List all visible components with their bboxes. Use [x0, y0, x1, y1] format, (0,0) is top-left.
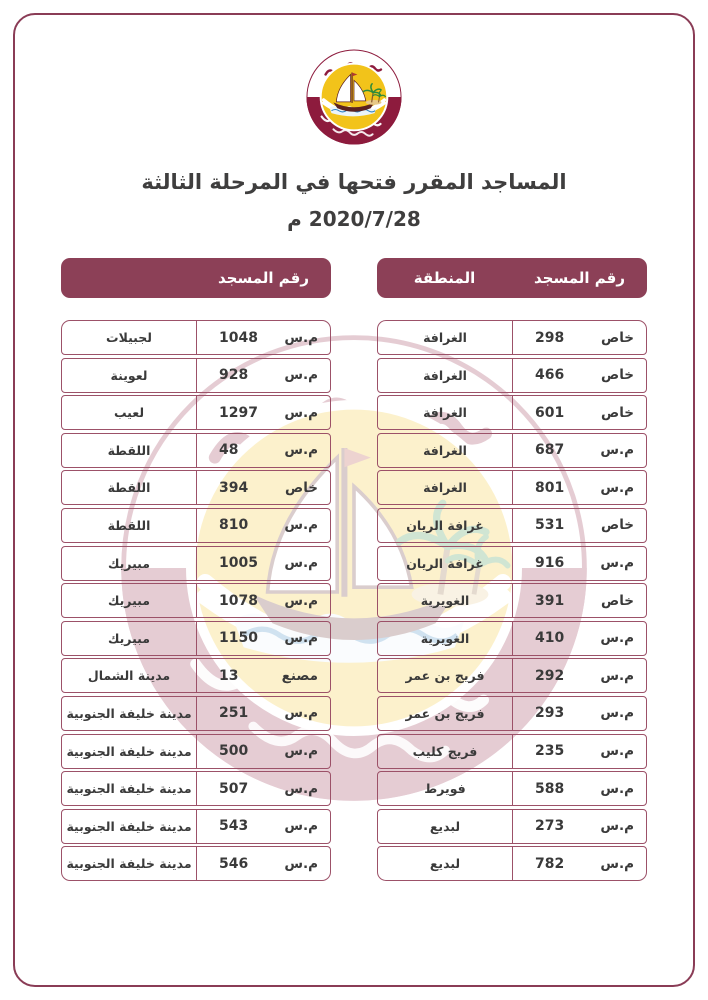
number-type-cell	[196, 547, 330, 580]
mosque-number: 251	[219, 705, 249, 722]
mosque-number: 1005	[219, 555, 258, 572]
number-type-cell	[512, 434, 646, 467]
number-type-cell	[196, 847, 330, 880]
mosque-number: 588	[535, 780, 565, 797]
table-row	[377, 734, 647, 769]
mosque-type-label: مصنع	[281, 667, 318, 684]
tables-wrap	[61, 258, 647, 881]
mosque-type-label: م.س	[284, 442, 318, 459]
area-name: مدينة خليفة الجنوبية	[66, 781, 192, 797]
number-type-cell	[512, 772, 646, 805]
area-cell	[62, 359, 196, 392]
area-cell	[378, 434, 512, 467]
number-type-cell	[512, 359, 646, 392]
table-row	[377, 658, 647, 693]
mosque-type-label: م.س	[284, 780, 318, 797]
mosque-number: 235	[535, 743, 565, 760]
mosque-type-label: م.س	[284, 517, 318, 534]
table-row	[377, 809, 647, 844]
area-cell	[62, 847, 196, 880]
table-row	[61, 846, 331, 881]
page-date: 2020/7/28 م	[287, 207, 421, 231]
table-row	[61, 696, 331, 731]
mosque-number: 1297	[219, 404, 258, 421]
mosque-type-label: م.س	[284, 855, 318, 872]
area-cell	[378, 847, 512, 880]
table-row	[61, 546, 331, 581]
area-name: الغرافة	[423, 367, 467, 383]
number-type-cell	[196, 584, 330, 617]
number-type-cell	[512, 547, 646, 580]
number-type-cell	[196, 659, 330, 692]
mosque-number: 928	[219, 367, 249, 384]
mosque-type-label: م.س	[600, 818, 634, 835]
area-cell	[378, 697, 512, 730]
column-header: رقم المسجد	[533, 269, 625, 287]
area-cell	[62, 622, 196, 655]
area-cell	[62, 697, 196, 730]
area-name: اللقطة	[107, 517, 151, 533]
mosque-number: 500	[219, 743, 249, 760]
table-row	[61, 583, 331, 618]
area-name: الغرافة	[423, 330, 467, 345]
mosque-number: 292	[535, 667, 565, 684]
mosque-type-label: م.س	[284, 818, 318, 835]
area-cell	[378, 622, 512, 655]
table-row	[377, 358, 647, 393]
mosque-type-label: خاص	[601, 517, 634, 534]
number-type-cell	[196, 810, 330, 843]
page-title: المساجد المقرر فتحها في المرحلة الثالثة	[141, 170, 567, 194]
table-row	[377, 771, 647, 806]
mosque-number: 1078	[219, 592, 258, 609]
mosque-table-right	[377, 258, 647, 881]
mosque-type-label: م.س	[284, 705, 318, 722]
area-name: الغرافة	[423, 442, 467, 458]
area-name: مدينة خليفة الجنوبية	[66, 818, 192, 834]
number-type-cell	[196, 471, 330, 504]
area-name: الغويرية	[420, 593, 470, 609]
area-name: لبديع	[429, 856, 461, 872]
number-type-cell	[196, 735, 330, 768]
area-name: مدينة خليفة الجنوبية	[66, 705, 192, 721]
mosque-type-label: خاص	[601, 329, 634, 346]
area-cell	[378, 321, 512, 354]
area-cell	[378, 396, 512, 429]
area-name: فريج بن عمر	[405, 705, 485, 721]
table-row	[61, 658, 331, 693]
area-cell	[62, 772, 196, 805]
number-type-cell	[196, 434, 330, 467]
area-cell	[378, 547, 512, 580]
mosque-type-label: م.س	[284, 404, 318, 421]
table-row	[377, 320, 647, 355]
mosque-type-label: م.س	[600, 855, 634, 872]
mosque-number: 782	[535, 855, 565, 872]
table-row	[377, 696, 647, 731]
table-row	[377, 470, 647, 505]
number-type-cell	[196, 697, 330, 730]
table-row	[377, 546, 647, 581]
table-row	[61, 508, 331, 543]
mosque-number: 546	[219, 855, 249, 872]
area-cell	[62, 471, 196, 504]
mosque-type-label: م.س	[600, 555, 634, 572]
area-cell	[378, 584, 512, 617]
area-cell	[378, 735, 512, 768]
number-type-cell	[196, 509, 330, 542]
mosque-number: 801	[535, 479, 565, 496]
area-name: مدينة خليفة الجنوبية	[66, 856, 192, 872]
mosque-number: 273	[535, 818, 565, 835]
area-cell	[62, 509, 196, 542]
mosque-type-label: خاص	[285, 479, 318, 496]
table-body	[61, 320, 331, 881]
table-row	[61, 433, 331, 468]
area-name: مدينة خليفة الجنوبية	[66, 743, 192, 759]
area-cell	[62, 810, 196, 843]
area-cell	[62, 584, 196, 617]
area-cell	[62, 321, 196, 354]
column-header: رقم المسجد	[217, 269, 309, 287]
number-type-cell	[512, 659, 646, 692]
area-name: مبيريك	[107, 555, 151, 571]
mosque-number: 1150	[219, 630, 258, 647]
area-cell	[62, 547, 196, 580]
mosque-type-label: م.س	[600, 743, 634, 760]
table-header	[377, 258, 647, 298]
number-type-cell	[196, 396, 330, 429]
area-cell	[62, 434, 196, 467]
number-type-cell	[512, 622, 646, 655]
area-cell	[62, 396, 196, 429]
area-name: لعيب	[113, 405, 145, 421]
number-type-cell	[196, 321, 330, 354]
number-type-cell	[512, 509, 646, 542]
mosque-type-label: م.س	[284, 630, 318, 647]
mosque-type-label: م.س	[284, 367, 318, 384]
area-cell	[62, 735, 196, 768]
area-name: غرافة الريان	[406, 555, 484, 571]
mosque-type-label: خاص	[601, 367, 634, 384]
area-cell	[378, 509, 512, 542]
table-row	[61, 470, 331, 505]
number-type-cell	[512, 735, 646, 768]
mosque-number: 543	[219, 818, 249, 835]
table-row	[377, 395, 647, 430]
table-row	[61, 809, 331, 844]
area-cell	[378, 471, 512, 504]
mosque-type-label: م.س	[600, 479, 634, 496]
mosque-number: 298	[535, 329, 565, 346]
mosque-type-label: م.س	[284, 743, 318, 760]
area-cell	[378, 359, 512, 392]
mosque-number: 810	[219, 517, 249, 534]
mosque-number: 531	[535, 517, 565, 534]
mosque-number: 391	[535, 592, 565, 609]
mosque-number: 916	[535, 555, 565, 572]
number-type-cell	[512, 396, 646, 429]
area-name: فريج كليب	[412, 743, 478, 759]
mosque-number: 48	[219, 442, 239, 459]
table-row	[377, 846, 647, 881]
number-type-cell	[196, 359, 330, 392]
mosque-type-label: م.س	[284, 592, 318, 609]
mosque-number: 13	[219, 667, 239, 684]
table-row	[377, 621, 647, 656]
area-name: لبديع	[429, 818, 461, 834]
table-row	[61, 771, 331, 806]
area-name: لجبيلات	[106, 330, 152, 345]
area-name: مبيريك	[107, 593, 151, 609]
table-row	[61, 395, 331, 430]
area-name: الغويرية	[420, 630, 470, 646]
mosque-number: 507	[219, 780, 249, 797]
mosque-number: 687	[535, 442, 565, 459]
mosque-type-label: خاص	[601, 404, 634, 421]
number-type-cell	[512, 697, 646, 730]
mosque-number: 293	[535, 705, 565, 722]
number-type-cell	[512, 810, 646, 843]
number-type-cell	[512, 584, 646, 617]
mosque-table-left	[61, 258, 331, 881]
mosque-number: 1048	[219, 329, 258, 346]
mosque-type-label: م.س	[600, 780, 634, 797]
table-header	[61, 258, 331, 298]
area-cell	[378, 810, 512, 843]
number-type-cell	[512, 847, 646, 880]
table-row	[61, 734, 331, 769]
table-row	[377, 583, 647, 618]
mosque-number: 466	[535, 367, 565, 384]
table-body	[377, 320, 647, 881]
area-cell	[62, 659, 196, 692]
area-name: مبيريك	[107, 630, 151, 646]
mosque-type-label: م.س	[600, 442, 634, 459]
table-row	[377, 508, 647, 543]
number-type-cell	[196, 772, 330, 805]
table-row	[377, 433, 647, 468]
mosque-number: 601	[535, 404, 565, 421]
number-type-cell	[512, 321, 646, 354]
column-header: المنطقة	[413, 269, 476, 287]
area-name: فريج بن عمر	[405, 668, 485, 684]
area-name: الغرافة	[423, 480, 467, 496]
area-name: غرافة الريان	[406, 517, 484, 533]
area-name: اللقطة	[107, 480, 151, 496]
mosque-number: 394	[219, 479, 249, 496]
area-name: الغرافة	[423, 405, 467, 421]
area-name: لعوينة	[110, 367, 148, 383]
area-cell	[378, 772, 512, 805]
mosque-type-label: م.س	[600, 630, 634, 647]
qatar-state-emblem-logo	[305, 48, 403, 146]
area-name: مدينة الشمال	[87, 668, 171, 684]
mosque-type-label: م.س	[284, 329, 318, 346]
mosque-type-label: م.س	[284, 555, 318, 572]
table-row	[61, 358, 331, 393]
number-type-cell	[196, 622, 330, 655]
area-name: فويرط	[424, 781, 466, 797]
mosque-number: 410	[535, 630, 565, 647]
table-row	[61, 621, 331, 656]
area-cell	[378, 659, 512, 692]
area-name: اللقطة	[107, 442, 151, 458]
mosque-type-label: م.س	[600, 705, 634, 722]
number-type-cell	[512, 471, 646, 504]
mosque-type-label: خاص	[601, 592, 634, 609]
mosque-type-label: م.س	[600, 667, 634, 684]
table-row	[61, 320, 331, 355]
